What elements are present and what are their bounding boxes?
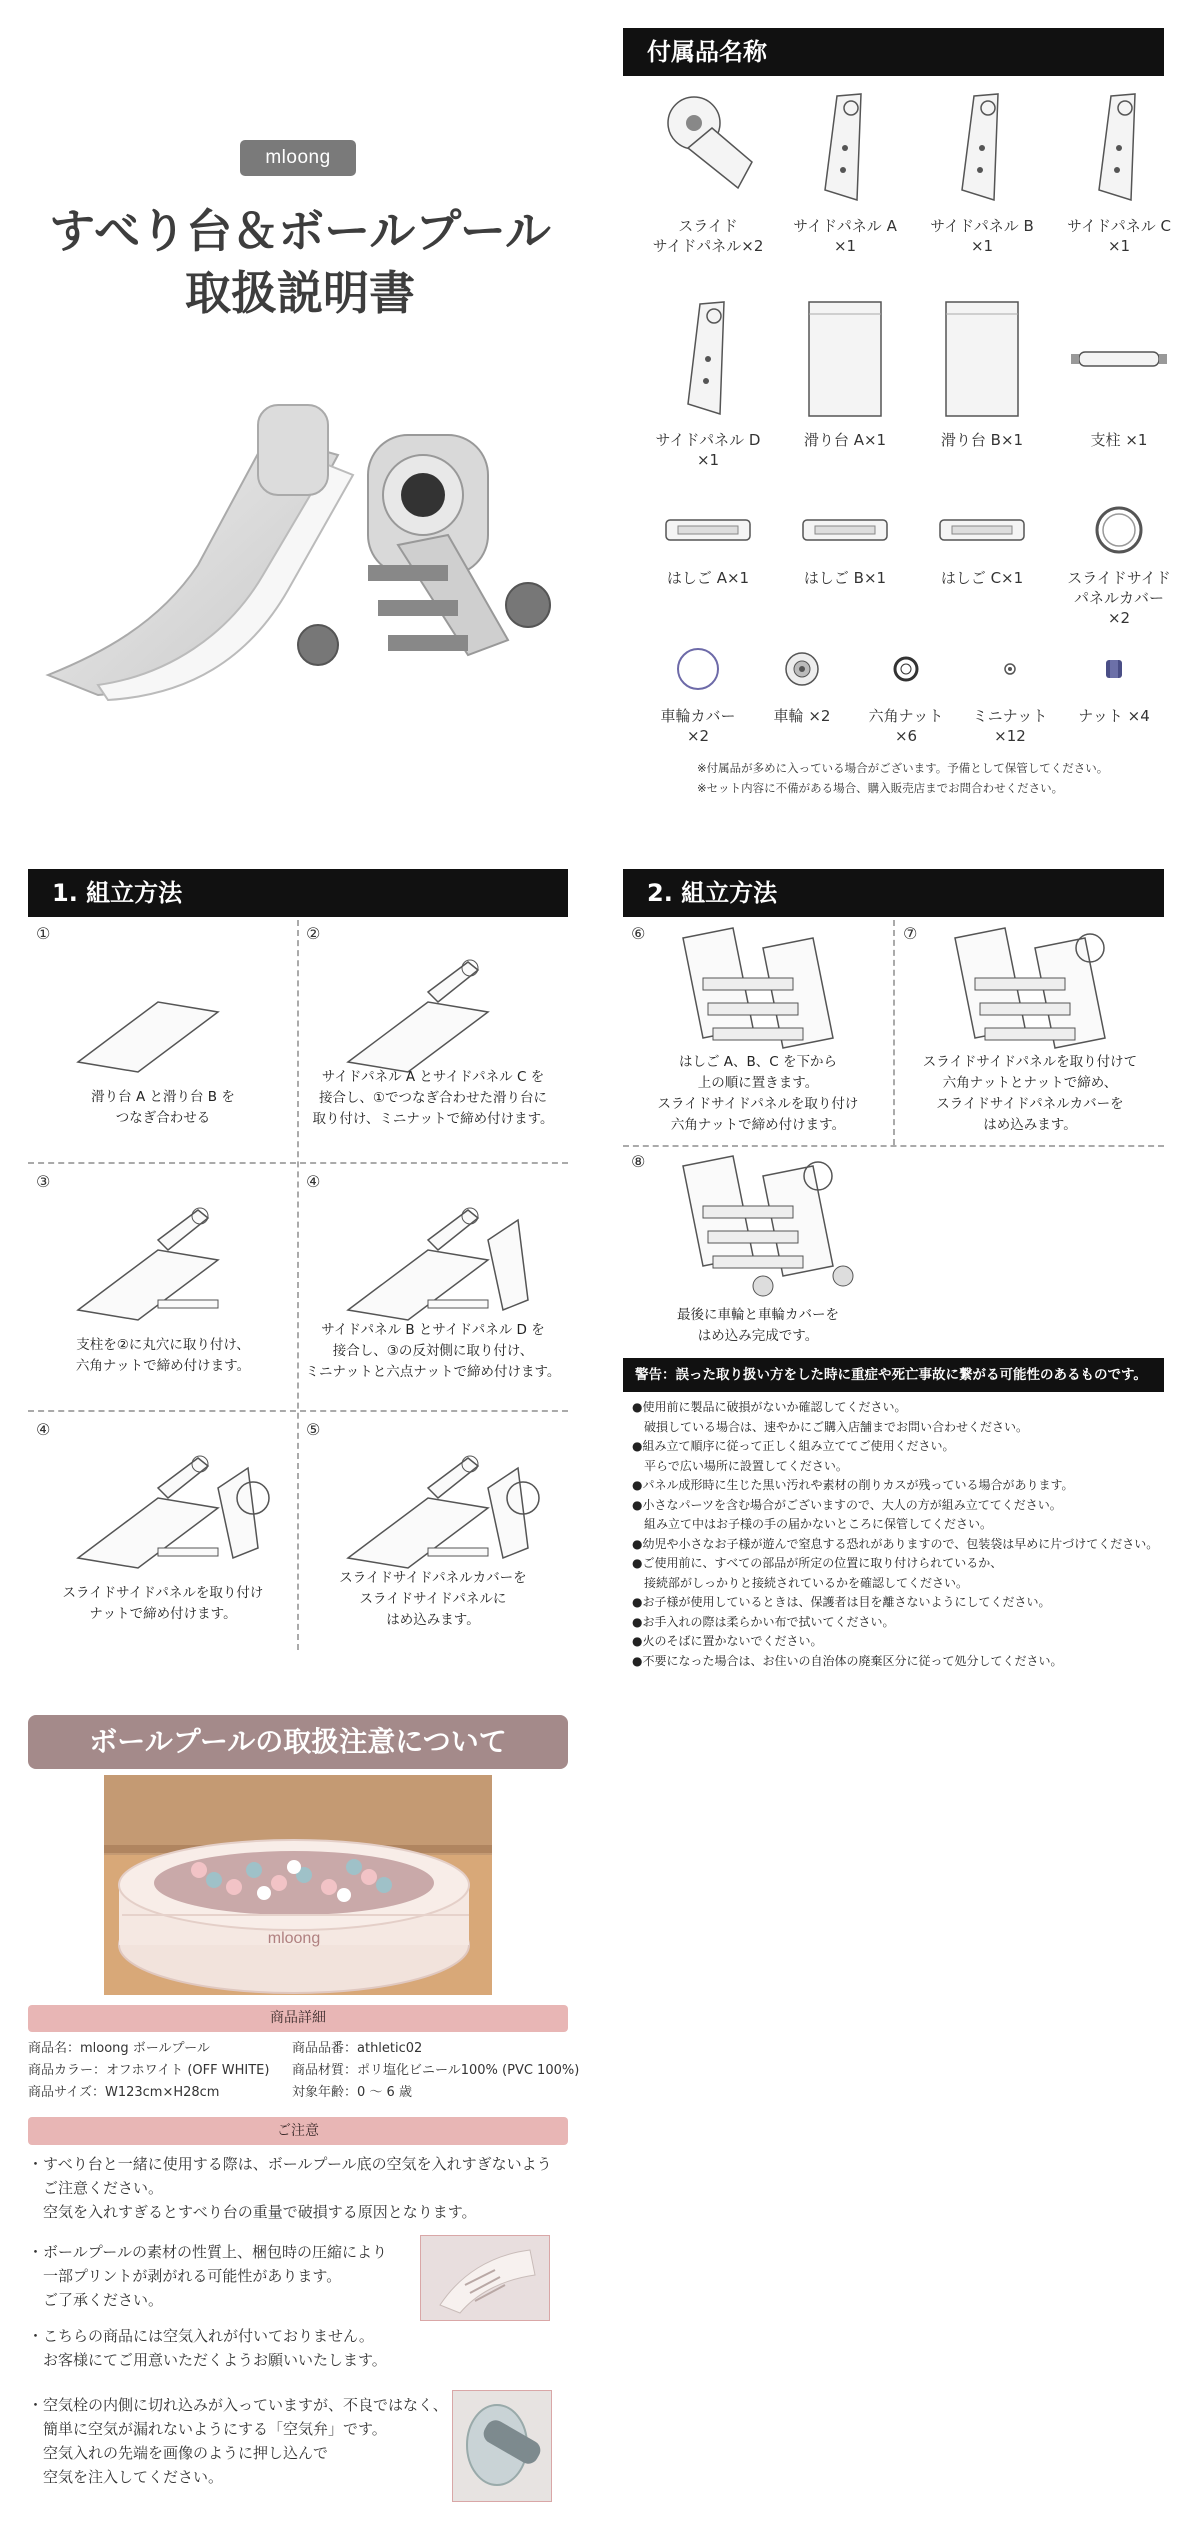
slide-a-icon (775, 296, 915, 422)
assembly-step (623, 1150, 893, 1370)
step-text: サイドパネル A とサイドパネル C を 接合し、①でつなぎ合わせた滑り台に 取り付け、ミニナットで締め付けます。 (312, 1069, 554, 1127)
step-number: ⑧ (631, 1152, 646, 1171)
assembly-step (298, 1418, 568, 1658)
ladder-a-icon (638, 500, 778, 560)
hex-nut-icon (846, 640, 966, 698)
step-text: スライドサイドパネルを取り付けて 六角ナットとナットで締め、 スライドサイドパネルカバーを はめ込みます。 (922, 1054, 1138, 1133)
page-title (20, 200, 580, 324)
step-text: はしご A、B、C を下から 上の順に置きます。 スライドサイドパネルを取り付け 六角ナットで締め付けます。 (657, 1054, 859, 1133)
step-number: ⑦ (903, 924, 918, 943)
warning-item: 組み立て中はお子様の手の届かないところに保管してください。 (632, 1517, 993, 1531)
step-illustration (318, 1190, 558, 1334)
parts-note-1: ※付属品が多めに入っている場合がございます。予備として保管してください。 (697, 761, 1109, 775)
step-number: ⑥ (631, 924, 646, 943)
step-illustration (318, 1438, 558, 1582)
warning-item: ●火のそばに置かないでください。 (632, 1634, 823, 1648)
part-item (742, 640, 862, 726)
mini-nut-icon (950, 640, 1070, 698)
divider (28, 1410, 568, 1412)
spec-left (28, 2038, 298, 2104)
part-item (775, 88, 915, 256)
part-label: 滑り台 B×1 (940, 431, 1024, 449)
part-item (638, 296, 778, 470)
warning-item: ●お手入れの際は柔らかい布で拭いてください。 (632, 1614, 895, 1629)
divider (28, 1162, 568, 1164)
step-number: ④ (36, 1420, 51, 1439)
part-item (912, 88, 1052, 256)
part-label: はしご A×1 (666, 569, 750, 587)
part-item (912, 296, 1052, 450)
step-text: 最後に車輪と車輪カバーを はめ込み完成です。 (677, 1307, 839, 1344)
wheel-icon (742, 640, 862, 698)
ball-pool-photo (104, 1775, 492, 1995)
nut-icon (1054, 640, 1174, 698)
step-illustration (318, 942, 558, 1086)
warning-item: 破損している場合は、速やかにご購入店舗までお問い合わせください。 (632, 1419, 1029, 1434)
warning-item: ●お子様が使用しているときは、保護者は目を離さないようにしてください。 (632, 1595, 1051, 1609)
slide-product-illustration (38, 395, 558, 715)
assembly-2-title: 2. 組立方法 (623, 869, 1164, 917)
title-line-1: すべり台＆ボールプール (49, 204, 551, 258)
part-label: スライド サイドパネル×2 (652, 217, 764, 255)
part-item (1049, 296, 1189, 450)
assembly-step (28, 1418, 298, 1658)
part-item (846, 640, 966, 746)
caution-4: ・空気栓の内側に切れ込みが入っていますが、不良ではなく、 簡単に空気が漏れないようにする「空気弁」です。 空気入れの先端を画像のように押し込んで 空気を注入してください。 (28, 2396, 448, 2486)
step-number: ④ (306, 1172, 321, 1191)
assembly-1-title: 1. 組立方法 (28, 869, 568, 917)
part-item (775, 296, 915, 450)
warning-item: ●不要になった場合は、お住いの自治体の廃棄区分に従って処分してください。 (632, 1653, 1063, 1668)
caution-3: ・こちらの商品には空気入れが付いておりません。 お客様にてご用意いただくようお願いいたします。 (28, 2327, 387, 2369)
part-item (1054, 640, 1174, 726)
part-item (912, 500, 1052, 588)
warning-list (632, 1398, 1172, 1671)
step-text: サイドパネル B とサイドパネル D を 接合し、③の反対側に取り付け、 ミニナットと六点ナットで締め付けます。 (305, 1322, 561, 1380)
step-number: ② (306, 924, 321, 943)
panel-cover-icon (1049, 500, 1189, 560)
step-illustration (48, 942, 288, 1086)
pool-brand-print: mloong (267, 1930, 321, 1947)
warning-item: 接続部がしっかりと接続されているかを確認してください。 (632, 1575, 969, 1590)
step-illustration (643, 1146, 883, 1310)
step-number: ③ (36, 1172, 51, 1191)
ladder-c-icon (912, 500, 1052, 560)
part-label: スライドサイド パネルカバー ×2 (1067, 569, 1171, 627)
part-item (775, 500, 915, 588)
part-label: はしご C×1 (940, 569, 1024, 587)
step-text: 支柱を②に丸穴に取り付け、 六角ナットで締め付けます。 (75, 1337, 251, 1374)
part-item (1049, 88, 1189, 256)
assembly-step (28, 922, 298, 1162)
pole-icon (1049, 296, 1189, 422)
brand-logo: mloong (240, 140, 356, 176)
slide-b-icon (912, 296, 1052, 422)
part-label: ミニナット ×12 (972, 707, 1048, 745)
ladder-b-icon (775, 500, 915, 560)
part-item (638, 500, 778, 588)
part-label: サイドパネル D ×1 (655, 431, 761, 469)
assembly-step (895, 922, 1165, 1142)
air-valve-photo (452, 2390, 552, 2502)
spec-material: 商品材質：ポリ塩化ビニール100% (PVC 100%) (292, 2063, 580, 2078)
slide-side-panel-icon (638, 88, 778, 208)
warning-item: ●幼児や小さなお子様が遊んで窒息する恐れがありますので、包装袋は早めに片づけてください。 (632, 1536, 1159, 1551)
step-illustration (48, 1438, 288, 1582)
step-text: スライドサイドパネルカバーを スライドサイドパネルに はめ込みます。 (339, 1570, 527, 1628)
spec-size: 商品サイズ：W123cm×H28cm (28, 2085, 220, 2100)
warning-item: ●パネル成形時に生じた黒い汚れや素材の削りカスが残っている場合があります。 (632, 1478, 1074, 1492)
part-label: サイドパネル C ×1 (1067, 217, 1171, 255)
spec-age: 対象年齢：0 ～ 6 歳 (292, 2085, 412, 2100)
caution-header: ご注意 (28, 2117, 568, 2145)
print-peel-photo (420, 2235, 550, 2321)
step-number: ① (36, 924, 51, 943)
spec-number: 商品品番：athletic02 (292, 2041, 423, 2056)
part-item (638, 88, 778, 256)
part-item (1049, 500, 1189, 628)
side-panel-a-icon (775, 88, 915, 208)
warning-item: 平らで広い場所に設置してください。 (632, 1458, 848, 1473)
part-label: はしご B×1 (803, 569, 887, 587)
assembly-step (623, 922, 893, 1142)
title-line-2: 取扱説明書 (185, 266, 415, 320)
side-panel-b-icon (912, 88, 1052, 208)
spec-color: 商品カラー：オフホワイト (OFF WHITE) (28, 2063, 270, 2078)
part-item (950, 640, 1070, 746)
parts-section-title: 付属品名称 (623, 28, 1164, 76)
assembly-step (298, 1170, 568, 1410)
part-label: 車輪 ×2 (773, 707, 831, 725)
warning-item: ●小さなパーツを含む場合がございますので、大人の方が組み立ててください。 (632, 1497, 1062, 1512)
warning-item: ●ご使用前に、すべての部品が所定の位置に取り付けられているか、 (632, 1556, 1003, 1570)
part-label: 滑り台 A×1 (803, 431, 887, 449)
spec-right (292, 2038, 582, 2104)
assembly-step (28, 1170, 298, 1410)
part-label: サイドパネル B ×1 (930, 217, 1034, 255)
part-label: 六角ナット ×6 (868, 707, 944, 745)
warning-item: ●組み立て順序に従って正しく組み立ててご使用ください。 (632, 1439, 955, 1453)
spec-name: 商品名：mloong ボールプール (28, 2041, 210, 2056)
step-text: 滑り台 A と滑り台 B を つなぎ合わせる (91, 1089, 235, 1126)
side-panel-d-icon (638, 296, 778, 422)
part-label: 支柱 ×1 (1090, 431, 1148, 449)
step-number: ⑤ (306, 1420, 321, 1439)
part-label: 車輪カバー ×2 (660, 707, 736, 745)
part-label: ナット ×4 (1078, 707, 1150, 725)
details-header: 商品詳細 (28, 2005, 568, 2032)
caution-1: ・すべり台と一緒に使用する際は、ボールプール底の空気を入れすぎないよう ご注意ください。 空気を入れすぎるとすべり台の重量で破損する原因となります。 (28, 2155, 552, 2221)
pool-section-title: ボールプールの取扱注意について (28, 1715, 568, 1769)
part-label: サイドパネル A ×1 (793, 217, 897, 255)
step-illustration (48, 1190, 288, 1334)
parts-note-2: ※セット内容に不備がある場合、購入販売店までお問合わせください。 (697, 781, 1064, 795)
wheel-cover-icon (638, 640, 758, 698)
side-panel-c-icon (1049, 88, 1189, 208)
warning-item: ●使用前に製品に破損がないか確認してください。 (632, 1400, 907, 1414)
warning-title: 警告：誤った取り扱い方をした時に重症や死亡事故に繋がる可能性のあるものです。 (623, 1358, 1164, 1392)
caution-2: ・ボールプールの素材の性質上、梱包時の圧縮により 一部プリントが剥がれる可能性があります。 ご了承ください。 (28, 2243, 387, 2309)
step-text: スライドサイドパネルを取り付け ナットで締め付けます。 (62, 1585, 264, 1622)
part-item (638, 640, 758, 746)
assembly-step (298, 922, 568, 1162)
